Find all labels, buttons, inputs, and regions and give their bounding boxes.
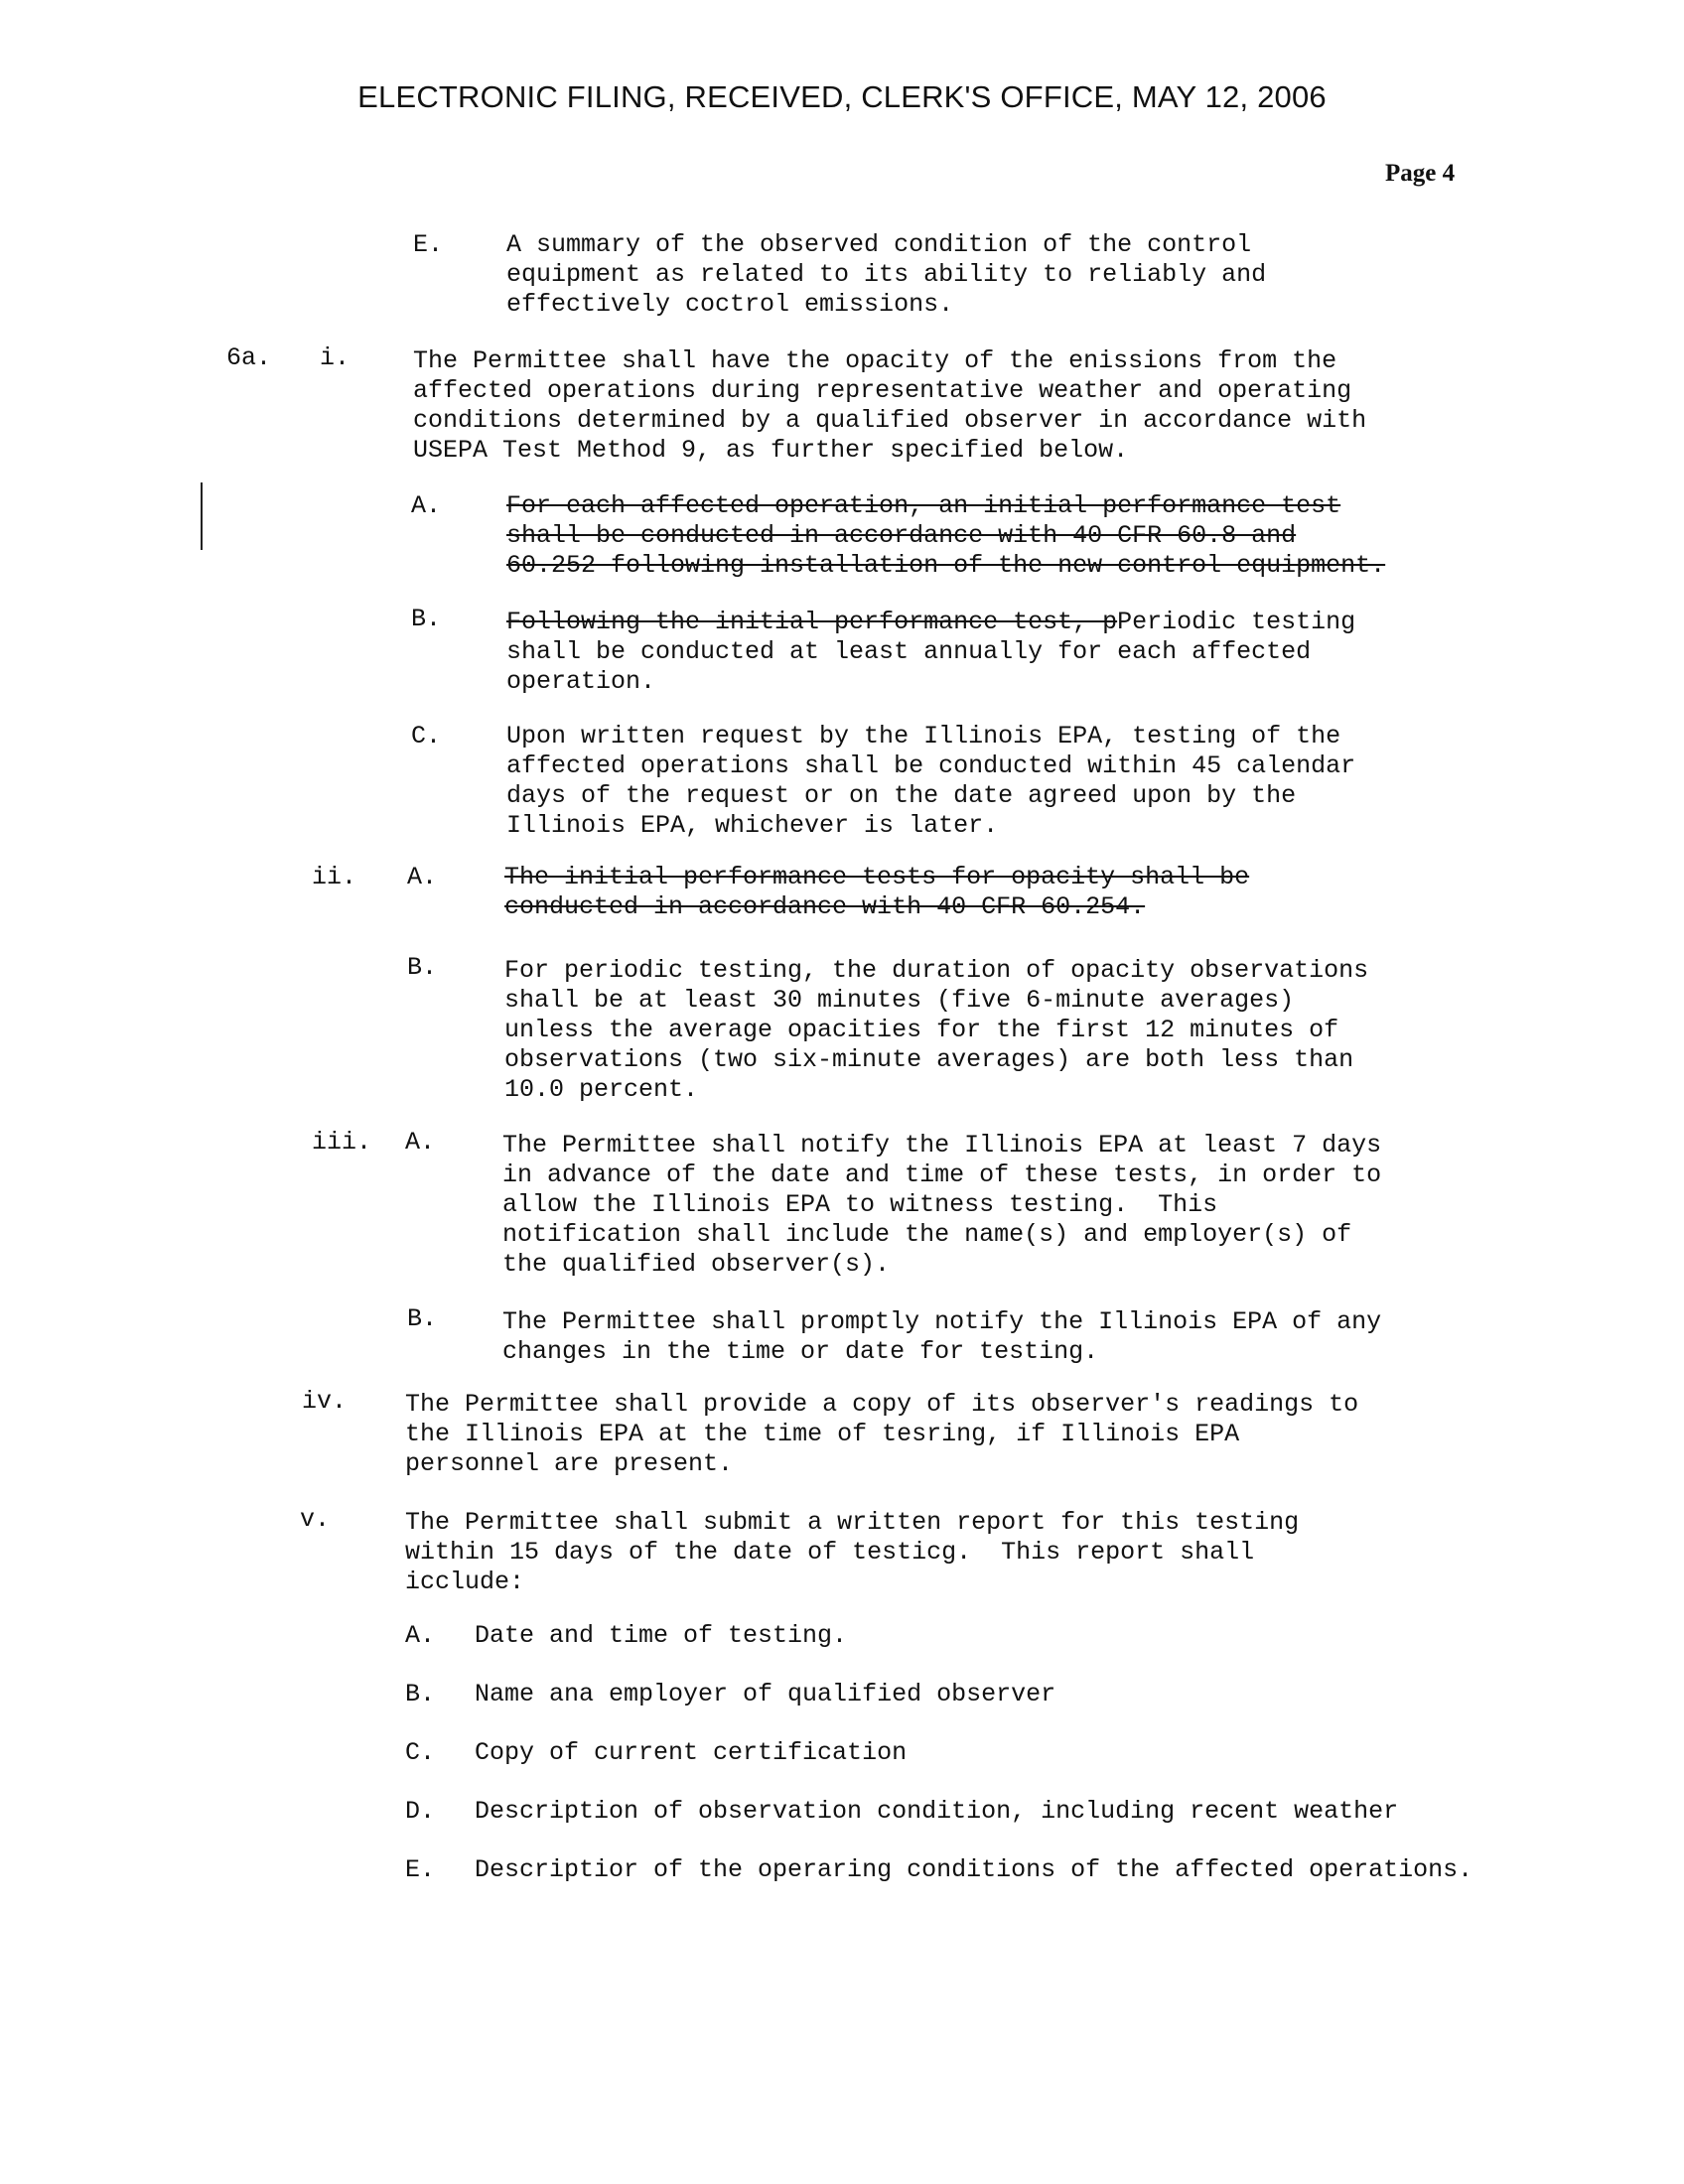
item-label: A. <box>407 863 438 891</box>
subsection-label: i. <box>320 343 351 372</box>
item-label: E. <box>413 230 444 259</box>
section-number: 6a. <box>226 343 272 372</box>
list-item-text: Copy of current certification <box>475 1738 908 1767</box>
list-item-text: Description of observation condition, including recent weather <box>475 1797 1399 1826</box>
item-text-line1 <box>506 608 1355 637</box>
item-text: A summary of the observed condition of the control equipment as related to its ability to reliably and effectively coctrol emissions. <box>506 230 1267 319</box>
subsection-text: The Permittee shall submit a written report for this testing within 15 days of the date of testicg. This report shall icclude: <box>405 1508 1300 1596</box>
item-label: A. <box>405 1128 436 1157</box>
list-item-text: Name ana employer of qualified observer <box>475 1680 1056 1708</box>
struck-text: The initial performance tests for opacity shall be conducted in accordance with 40 CFR 60.254. <box>504 863 1250 921</box>
list-item-text: Descriptior of the operaring conditions of the affected operations. <box>475 1855 1474 1884</box>
list-item-label: C. <box>405 1738 436 1767</box>
list-item-text: Date and time of testing. <box>475 1621 848 1650</box>
struck-text: Following the initial performance test, p <box>506 608 1118 636</box>
item-label: A. <box>411 491 442 520</box>
item-text: The Permittee shall notify the Illinois EPA at least 7 days in advance of the date and time of these tests, in order to allow the Illinois EPA to witness testing. This notification shall include the name(s) and employer(s) of the qualified observer(s). <box>502 1131 1382 1279</box>
list-item-label: A. <box>405 1621 436 1650</box>
subsection-label: ii. <box>312 863 357 891</box>
subsection-label: iv. <box>302 1387 348 1416</box>
subsection-text: The Permittee shall have the opacity of the enissions from the affected operations during representative weather and operating conditions determined by a qualified observer in accordance with USEPA Test Method 9, as further specified below. <box>413 346 1367 465</box>
item-label: B. <box>411 605 442 633</box>
subsection-label: v. <box>300 1505 331 1534</box>
list-item-label: E. <box>405 1855 436 1884</box>
list-item-label: D. <box>405 1797 436 1826</box>
item-label: B. <box>407 1304 438 1333</box>
item-text: shall be conducted at least annually for each affected operation. <box>506 637 1312 696</box>
item-text: Upon written request by the Illinois EPA, testing of the affected operations shall be conducted within 45 calendar days of the request or on the date agreed upon by the Illinois EPA, whichever is later. <box>506 722 1356 840</box>
revision-bar <box>201 482 203 550</box>
item-text: Periodic testing <box>1117 608 1356 636</box>
struck-text: For each affected operation, an initial performance test shall be conducted in accordance with 40 CFR 60.8 and 60.252 following installation of the new control equipment. <box>506 491 1386 580</box>
page-number: Page 4 <box>1385 160 1456 187</box>
item-label: C. <box>411 722 442 751</box>
subsection-text: The Permittee shall provide a copy of its observer's readings to the Illinois EPA at the time of tesring, if Illinois EPA personnel are present. <box>405 1390 1359 1478</box>
item-text: For periodic testing, the duration of opacity observations shall be at least 30 minutes (five 6-minute averages) unless the average opacities for the first 12 minutes of observations (two six-minute averages) are both less than 10.0 percent. <box>504 956 1369 1104</box>
item-text: The Permittee shall promptly notify the Illinois EPA of any changes in the time or date for testing. <box>502 1307 1382 1366</box>
list-item-label: B. <box>405 1680 436 1708</box>
item-label: B. <box>407 953 438 982</box>
filing-header: ELECTRONIC FILING, RECEIVED, CLERK'S OFFICE, MAY 12, 2006 <box>357 79 1327 114</box>
subsection-label: iii. <box>312 1128 372 1157</box>
